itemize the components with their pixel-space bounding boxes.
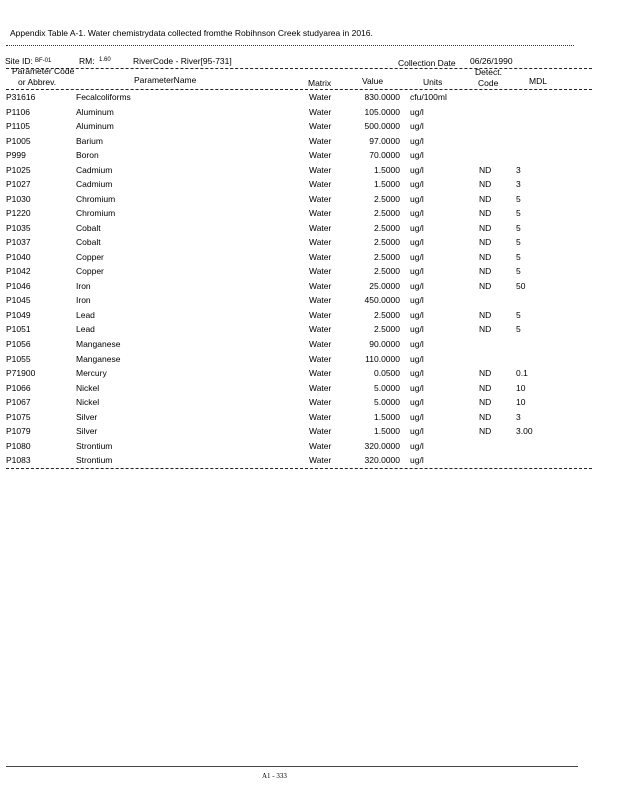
mdl-cell: 3	[516, 179, 521, 190]
units-cell: ug/l	[410, 208, 424, 219]
table-row	[0, 412, 618, 427]
param-name-cell: Strontium	[76, 440, 113, 451]
matrix-cell: Water	[309, 222, 332, 233]
mdl-cell: 5	[516, 222, 521, 233]
param-code-cell: P1080	[6, 440, 31, 451]
table-row	[0, 252, 618, 267]
site-id-label: Site ID:	[5, 56, 33, 66]
units-cell: ug/l	[410, 324, 424, 335]
matrix-cell: Water	[309, 368, 332, 379]
units-cell: ug/l	[410, 339, 424, 349]
param-code-cell: P1049	[6, 309, 31, 320]
param-name-cell: Boron	[76, 150, 99, 161]
header-detect: Detect.	[475, 67, 502, 77]
table-row	[0, 179, 618, 194]
param-code-cell: P1055	[6, 353, 31, 364]
collection-date-label: Collection Date	[398, 58, 456, 68]
units-cell: ug/l	[410, 193, 424, 204]
matrix-cell: Water	[309, 280, 332, 291]
detect-code-cell: ND	[479, 179, 492, 190]
param-code-cell: P1027	[6, 179, 31, 190]
value-cell: 830.0000	[364, 92, 400, 102]
param-name-cell: Iron	[76, 295, 91, 306]
value-cell: 90.0000	[369, 339, 400, 349]
table-row	[0, 92, 618, 107]
param-name-cell: Chromium	[76, 208, 116, 219]
value-cell: 97.0000	[369, 135, 400, 146]
river-code: RiverCode - River[95-731]	[133, 56, 232, 66]
param-name-cell: Nickel	[76, 382, 100, 393]
value-cell: 1.5000	[374, 411, 400, 422]
value-cell: 2.5000	[374, 193, 400, 204]
table-row	[0, 339, 618, 354]
matrix-cell: Water	[309, 382, 332, 393]
units-cell: cfu/100ml	[410, 92, 447, 102]
matrix-cell: Water	[309, 208, 332, 219]
matrix-cell: Water	[309, 426, 332, 437]
param-code-cell: P999	[6, 150, 26, 161]
matrix-cell: Water	[309, 455, 332, 466]
param-name-cell: Chromium	[76, 193, 116, 204]
value-cell: 2.5000	[374, 251, 400, 262]
mdl-cell: 5	[516, 208, 521, 219]
param-name-cell: Nickel	[76, 397, 100, 408]
matrix-cell: Water	[309, 150, 332, 161]
matrix-cell: Water	[309, 251, 332, 262]
units-cell: ug/l	[410, 295, 424, 306]
header-param-name: ParameterName	[134, 75, 197, 85]
mdl-cell: 10	[516, 397, 526, 408]
detect-code-cell: ND	[479, 266, 492, 277]
param-name-cell: Strontium	[76, 455, 113, 466]
value-cell: 2.5000	[374, 222, 400, 233]
header-units: Units	[423, 77, 443, 87]
param-code-cell: P1045	[6, 295, 31, 306]
param-name-cell: Silver	[76, 411, 98, 422]
param-name-cell: Cadmium	[76, 164, 113, 175]
value-cell: 500.0000	[364, 121, 400, 132]
mdl-cell: 5	[516, 309, 521, 320]
header-matrix: Matrix	[308, 78, 332, 88]
units-cell: ug/l	[410, 135, 424, 146]
value-cell: 105.0000	[364, 106, 400, 117]
param-name-cell: Aluminum	[76, 106, 114, 117]
param-name-cell: Copper	[76, 251, 104, 262]
detect-code-cell: ND	[479, 382, 492, 393]
table-row	[0, 397, 618, 412]
param-name-cell: Lead	[76, 324, 95, 335]
mdl-cell: 5	[516, 237, 521, 248]
value-cell: 110.0000	[365, 353, 400, 364]
value-cell: 5.0000	[374, 397, 400, 408]
units-cell: ug/l	[410, 309, 424, 320]
value-cell: 320.0000	[364, 455, 400, 466]
matrix-cell: Water	[309, 339, 332, 349]
units-cell: ug/l	[410, 266, 424, 277]
param-name-cell: Manganese	[76, 339, 121, 349]
param-code-cell: P1005	[6, 135, 31, 146]
param-name-cell: Copper	[76, 266, 104, 277]
units-cell: ug/l	[410, 382, 424, 393]
param-code-cell: P1030	[6, 193, 31, 204]
table-row	[0, 324, 618, 339]
param-name-cell: Cadmium	[76, 179, 113, 190]
table-row	[0, 441, 618, 456]
collection-date: 06/26/1990	[470, 56, 513, 66]
mdl-cell: 0.1	[516, 368, 528, 379]
table-row	[0, 150, 618, 165]
param-code-cell: P1035	[6, 222, 31, 233]
units-cell: ug/l	[410, 150, 424, 161]
param-code-cell: P1042	[6, 266, 31, 277]
units-cell: ug/l	[410, 353, 424, 364]
detect-code-cell: ND	[479, 397, 492, 408]
param-name-cell: Lead	[76, 309, 95, 320]
units-cell: ug/l	[410, 280, 424, 291]
param-code-cell: P1075	[6, 411, 31, 422]
param-code-cell: P1067	[6, 397, 31, 408]
value-cell: 2.5000	[374, 324, 400, 335]
detect-code-cell: ND	[479, 251, 492, 262]
matrix-cell: Water	[309, 135, 332, 146]
detect-code-cell: ND	[479, 368, 492, 379]
matrix-cell: Water	[309, 92, 332, 102]
units-cell: ug/l	[410, 106, 424, 117]
table-row	[0, 136, 618, 151]
units-cell: ug/l	[410, 164, 424, 175]
table-row	[0, 121, 618, 136]
param-code-cell: P1037	[6, 237, 31, 248]
param-code-cell: P31616	[6, 92, 36, 102]
value-cell: 2.5000	[374, 309, 400, 320]
mdl-cell: 10	[516, 382, 526, 393]
matrix-cell: Water	[309, 193, 332, 204]
units-cell: ug/l	[410, 251, 424, 262]
units-cell: ug/l	[410, 426, 424, 437]
matrix-cell: Water	[309, 237, 332, 248]
units-cell: ug/l	[410, 440, 424, 451]
table-row	[0, 426, 618, 441]
header-param-code: Parameter Code	[12, 66, 75, 76]
param-name-cell: Fecalcoliforms	[76, 92, 131, 102]
header-value: Value	[362, 76, 384, 86]
matrix-cell: Water	[309, 106, 332, 117]
detect-code-cell: ND	[479, 309, 492, 320]
table-row	[0, 281, 618, 296]
title-rule	[6, 45, 574, 46]
matrix-cell: Water	[309, 440, 332, 451]
mdl-cell: 50	[516, 280, 526, 291]
matrix-cell: Water	[309, 353, 332, 364]
table-row	[0, 223, 618, 238]
mdl-cell: 3.00	[516, 426, 533, 437]
units-cell: ug/l	[410, 179, 424, 190]
table-row	[0, 354, 618, 369]
table-row	[0, 165, 618, 180]
param-name-cell: Cobalt	[76, 237, 101, 248]
param-code-cell: P1083	[6, 455, 31, 466]
param-name-cell: Cobalt	[76, 222, 101, 233]
table-row	[0, 194, 618, 209]
param-code-cell: P1220	[6, 208, 31, 219]
param-code-cell: P1066	[6, 382, 31, 393]
value-cell: 1.5000	[374, 164, 400, 175]
rm-label: RM:	[79, 56, 95, 66]
param-code-cell: P71900	[6, 368, 36, 379]
table-row	[0, 310, 618, 325]
mdl-cell: 5	[516, 266, 521, 277]
table-row	[0, 266, 618, 281]
param-code-cell: P1106	[6, 106, 30, 117]
document-title: Appendix Table A-1. Water chemistrydata collected fromthe Robihnson Creek studyarea in 2016.	[10, 28, 373, 38]
header-top-rule	[6, 68, 592, 69]
detect-code-cell: ND	[479, 208, 492, 219]
matrix-cell: Water	[309, 397, 332, 408]
matrix-cell: Water	[309, 324, 332, 335]
units-cell: ug/l	[410, 411, 424, 422]
detect-code-cell: ND	[479, 324, 492, 335]
value-cell: 2.5000	[374, 266, 400, 277]
matrix-cell: Water	[309, 309, 332, 320]
table-row	[0, 208, 618, 223]
units-cell: ug/l	[410, 121, 424, 132]
value-cell: 2.5000	[374, 208, 400, 219]
mdl-cell: 5	[516, 324, 521, 335]
table-row	[0, 107, 618, 122]
value-cell: 1.5000	[374, 179, 400, 190]
matrix-cell: Water	[309, 295, 332, 306]
detect-code-cell: ND	[479, 426, 492, 437]
mdl-cell: 5	[516, 193, 521, 204]
param-code-cell: P1025	[6, 164, 31, 175]
matrix-cell: Water	[309, 266, 332, 277]
detect-code-cell: ND	[479, 222, 492, 233]
param-name-cell: Manganese	[76, 353, 121, 364]
value-cell: 320.0000	[364, 440, 400, 451]
units-cell: ug/l	[410, 368, 424, 379]
matrix-cell: Water	[309, 121, 332, 132]
param-code-cell: P1046	[6, 280, 31, 291]
units-cell: ug/l	[410, 455, 424, 466]
matrix-cell: Water	[309, 411, 332, 422]
mdl-cell: 5	[516, 251, 521, 262]
value-cell: 2.5000	[374, 237, 400, 248]
mdl-cell: 3	[516, 411, 521, 422]
value-cell: 70.0000	[369, 150, 400, 161]
detect-code-cell: ND	[479, 280, 492, 291]
param-name-cell: Silver	[76, 426, 98, 437]
table-row	[0, 295, 618, 310]
matrix-cell: Water	[309, 179, 332, 190]
param-code-cell: P1105	[6, 121, 30, 132]
rm-value: 1.60	[99, 57, 111, 63]
param-code-cell: P1079	[6, 426, 31, 437]
value-cell: 450.0000	[364, 295, 400, 306]
value-cell: 5.0000	[374, 382, 400, 393]
header-abbrev: or Abbrev.	[18, 77, 57, 87]
value-cell: 1.5000	[374, 426, 400, 437]
units-cell: ug/l	[410, 397, 424, 408]
header-mdl: MDL	[529, 76, 547, 86]
param-code-cell: P1051	[6, 324, 31, 335]
matrix-cell: Water	[309, 164, 332, 175]
table-row	[0, 368, 618, 383]
detect-code-cell: ND	[479, 164, 492, 175]
footer-rule	[6, 766, 578, 767]
site-id-value: BF-01	[35, 58, 52, 64]
param-name-cell: Iron	[76, 280, 91, 291]
table-bottom-rule	[6, 468, 592, 469]
detect-code-cell: ND	[479, 237, 492, 248]
detect-code-cell: ND	[479, 193, 492, 204]
param-code-cell: P1040	[6, 251, 31, 262]
param-name-cell: Mercury	[76, 368, 107, 379]
header-detect-code: Code	[478, 78, 499, 88]
units-cell: ug/l	[410, 222, 424, 233]
mdl-cell: 3	[516, 164, 521, 175]
detect-code-cell: ND	[479, 411, 492, 422]
param-name-cell: Aluminum	[76, 121, 114, 132]
table-row	[0, 383, 618, 398]
table-row	[0, 237, 618, 252]
page-number: A1 - 333	[262, 772, 287, 780]
header-bottom-rule	[6, 89, 592, 90]
value-cell: 25.0000	[369, 280, 400, 291]
units-cell: ug/l	[410, 237, 424, 248]
param-code-cell: P1056	[6, 339, 31, 349]
value-cell: 0.0500	[374, 368, 400, 379]
param-name-cell: Barium	[76, 135, 103, 146]
